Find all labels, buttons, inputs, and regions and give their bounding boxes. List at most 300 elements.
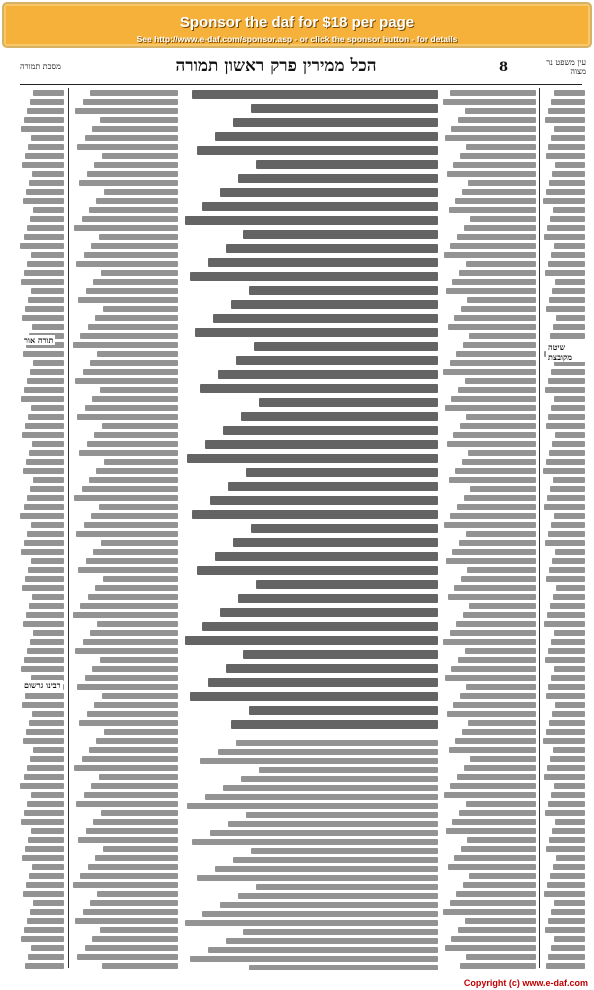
text-line: [213, 314, 438, 323]
text-line: [20, 783, 64, 789]
text-line: [547, 225, 585, 231]
text-line: [85, 135, 178, 141]
text-line: [547, 495, 585, 501]
text-line: [27, 801, 64, 807]
text-line: [200, 384, 438, 393]
text-line: [33, 207, 64, 213]
text-line: [24, 117, 64, 123]
text-line: [88, 594, 178, 600]
text-line: [554, 90, 586, 96]
text-line: [549, 450, 585, 456]
text-line: [468, 720, 536, 726]
text-line: [21, 819, 64, 825]
text-line: [205, 440, 438, 449]
text-line: [89, 207, 178, 213]
text-line: [249, 965, 438, 970]
text-line: [84, 792, 178, 798]
text-line: [23, 738, 64, 744]
text-line: [79, 720, 178, 726]
text-line: [443, 639, 536, 645]
text-line: [545, 540, 585, 546]
text-line: [447, 171, 536, 177]
text-line: [452, 279, 536, 285]
text-line: [223, 785, 438, 791]
text-line: [553, 477, 585, 483]
text-line: [29, 603, 64, 609]
text-line: [246, 468, 438, 477]
text-line: [455, 198, 536, 204]
text-line: [202, 622, 438, 631]
text-line: [26, 729, 64, 735]
text-line: [33, 630, 64, 636]
text-line: [97, 891, 178, 897]
text-line: [21, 549, 64, 555]
gemara-text: [182, 90, 438, 730]
text-line: [24, 810, 64, 816]
text-line: [546, 189, 585, 195]
text-line: [31, 288, 64, 294]
text-line: [208, 947, 438, 953]
text-line: [545, 117, 585, 123]
text-line: [450, 513, 536, 519]
text-line: [546, 306, 585, 312]
text-line: [23, 891, 64, 897]
gemara-lower-commentary: [182, 740, 438, 970]
text-line: [30, 369, 64, 375]
text-line: [92, 396, 178, 402]
sponsor-title[interactable]: Sponsor the daf for $18 per page: [179, 14, 415, 31]
text-line: [459, 810, 536, 816]
text-line: [78, 567, 178, 573]
text-line: [24, 387, 64, 393]
text-line: [83, 369, 178, 375]
text-line: [546, 423, 585, 429]
text-line: [463, 342, 536, 348]
text-line: [187, 803, 438, 809]
text-line: [77, 144, 178, 150]
text-line: [220, 902, 438, 908]
text-line: [463, 882, 536, 888]
text-line: [469, 333, 536, 339]
text-line: [546, 729, 585, 735]
text-line: [102, 963, 178, 969]
text-line: [459, 270, 536, 276]
text-line: [80, 333, 178, 339]
text-line: [445, 405, 536, 411]
text-line: [92, 936, 178, 942]
text-line: [236, 356, 438, 365]
text-line: [31, 945, 64, 951]
text-line: [20, 243, 64, 249]
text-line: [468, 450, 536, 456]
divider: [539, 88, 540, 968]
text-line: [553, 594, 585, 600]
text-line: [453, 702, 536, 708]
text-line: [466, 684, 536, 690]
text-line: [29, 180, 64, 186]
text-line: [223, 426, 438, 435]
text-line: [30, 639, 64, 645]
text-line: [544, 891, 585, 897]
text-line: [555, 279, 585, 285]
text-line: [104, 189, 178, 195]
rashi-column: [442, 90, 536, 970]
text-line: [21, 936, 64, 942]
text-line: [259, 767, 438, 773]
text-line: [76, 531, 178, 537]
text-line: [99, 504, 179, 510]
talmud-page: [6, 50, 588, 975]
text-line: [74, 495, 178, 501]
text-line: [554, 936, 585, 942]
text-line: [76, 261, 178, 267]
text-line: [458, 927, 536, 933]
text-line: [543, 198, 585, 204]
text-line: [551, 405, 585, 411]
text-line: [462, 189, 536, 195]
text-line: [22, 585, 64, 591]
text-line: [27, 918, 64, 924]
text-line: [553, 207, 585, 213]
text-line: [461, 576, 536, 582]
text-line: [452, 549, 536, 555]
text-line: [31, 558, 64, 564]
text-line: [23, 621, 64, 627]
text-line: [243, 929, 438, 935]
text-line: [95, 855, 178, 861]
text-line: [90, 90, 178, 96]
text-line: [251, 848, 438, 854]
text-line: [447, 441, 536, 447]
text-line: [73, 882, 178, 888]
text-line: [460, 963, 536, 969]
text-line: [85, 405, 178, 411]
text-line: [210, 830, 438, 836]
text-line: [243, 230, 438, 239]
text-line: [548, 801, 585, 807]
text-line: [31, 252, 64, 258]
text-line: [552, 171, 585, 177]
text-line: [241, 412, 438, 421]
page-number: 8: [499, 60, 509, 75]
text-line: [24, 504, 64, 510]
text-line: [455, 468, 536, 474]
text-line: [450, 630, 536, 636]
text-line: [28, 144, 64, 150]
text-line: [466, 261, 537, 267]
text-line: [31, 792, 64, 798]
text-line: [92, 666, 178, 672]
text-line: [550, 486, 585, 492]
text-line: [450, 243, 536, 249]
text-line: [451, 666, 536, 672]
text-line: [548, 261, 585, 267]
left-margin-notes: [20, 90, 64, 970]
text-line: [27, 495, 64, 501]
text-line: [102, 153, 178, 159]
text-line: [444, 252, 536, 258]
text-line: [551, 675, 585, 681]
text-line: [259, 398, 438, 407]
text-line: [96, 738, 178, 744]
text-line: [27, 765, 64, 771]
text-line: [543, 738, 585, 744]
sponsor-banner[interactable]: [2, 2, 592, 48]
text-line: [547, 765, 585, 771]
text-line: [200, 758, 438, 764]
text-line: [458, 117, 536, 123]
text-line: [238, 594, 438, 603]
text-line: [75, 648, 178, 654]
text-line: [87, 171, 178, 177]
text-line: [22, 855, 64, 861]
text-line: [100, 657, 178, 663]
text-line: [550, 333, 585, 339]
text-line: [546, 153, 585, 159]
text-line: [546, 576, 585, 582]
text-line: [445, 945, 536, 951]
text-line: [101, 270, 178, 276]
text-line: [466, 801, 537, 807]
text-line: [24, 657, 64, 663]
text-line: [556, 315, 585, 321]
text-line: [453, 432, 536, 438]
text-line: [26, 612, 64, 618]
text-line: [90, 360, 178, 366]
text-line: [23, 198, 64, 204]
text-line: [554, 513, 585, 519]
text-line: [78, 297, 178, 303]
text-line: [28, 837, 64, 843]
text-line: [445, 675, 536, 681]
text-line: [545, 810, 585, 816]
text-line: [185, 216, 438, 225]
text-line: [226, 664, 438, 673]
text-line: [551, 252, 585, 258]
text-line: [101, 540, 178, 546]
text-line: [552, 711, 585, 717]
text-line: [548, 918, 585, 924]
text-line: [554, 666, 585, 672]
text-line: [463, 612, 536, 618]
text-line: [231, 720, 438, 729]
text-line: [470, 756, 536, 762]
text-line: [550, 603, 585, 609]
text-line: [465, 918, 536, 924]
text-line: [97, 351, 178, 357]
text-line: [185, 636, 438, 645]
text-line: [33, 900, 64, 906]
text-line: [78, 837, 178, 843]
text-line: [73, 612, 178, 618]
text-line: [30, 486, 64, 492]
text-line: [551, 522, 585, 528]
text-line: [218, 370, 438, 379]
text-line: [460, 423, 536, 429]
text-line: [25, 423, 64, 429]
text-line: [451, 126, 536, 132]
text-line: [195, 328, 438, 337]
text-line: [447, 711, 536, 717]
text-line: [218, 749, 438, 755]
text-line: [243, 650, 438, 659]
text-line: [444, 792, 536, 798]
text-line: [197, 875, 438, 881]
text-line: [233, 538, 438, 547]
text-line: [77, 684, 178, 690]
text-line: [27, 108, 64, 114]
text-line: [75, 918, 178, 924]
text-line: [547, 882, 585, 888]
mesorah-heading: תורה אור: [24, 335, 54, 345]
text-line: [256, 884, 438, 890]
text-line: [548, 108, 585, 114]
text-line: [545, 657, 585, 663]
text-line: [553, 747, 585, 753]
text-line: [236, 740, 438, 746]
text-line: [549, 297, 585, 303]
sponsor-subtitle[interactable]: See http://www.e-daf.com/sponsor.asp - or click the sponsor button - for details: [136, 34, 458, 44]
text-line: [459, 540, 536, 546]
text-line: [97, 621, 178, 627]
text-line: [448, 864, 536, 870]
text-line: [548, 144, 585, 150]
text-line: [103, 576, 178, 582]
text-line: [33, 90, 64, 96]
text-line: [30, 909, 64, 915]
tosafot-column: [72, 90, 178, 970]
text-line: [462, 729, 536, 735]
text-line: [465, 648, 536, 654]
text-line: [82, 486, 178, 492]
right-margin-notes: [543, 90, 585, 970]
text-line: [549, 837, 585, 843]
text-line: [28, 954, 64, 960]
text-line: [22, 432, 64, 438]
text-line: [28, 414, 64, 420]
text-line: [552, 558, 585, 564]
text-line: [554, 243, 585, 249]
text-line: [83, 909, 178, 915]
text-line: [555, 432, 585, 438]
text-line: [102, 693, 178, 699]
text-line: [450, 360, 536, 366]
text-line: [33, 477, 64, 483]
text-line: [466, 531, 537, 537]
text-line: [556, 585, 585, 591]
copyright-text: Copyright (c) www.e-daf.com: [463, 978, 588, 988]
chapter-header: הכל ממירין פרק ראשון תמורה: [175, 56, 377, 76]
text-line: [466, 954, 536, 960]
text-line: [192, 90, 438, 99]
text-line: [461, 846, 536, 852]
text-line: [30, 756, 64, 762]
text-line: [32, 594, 64, 600]
text-line: [458, 387, 536, 393]
text-line: [192, 839, 438, 845]
text-line: [544, 234, 585, 240]
text-line: [548, 378, 585, 384]
text-line: [95, 315, 178, 321]
text-line: [233, 118, 438, 127]
text-line: [549, 720, 585, 726]
text-line: [103, 846, 178, 852]
text-line: [448, 594, 536, 600]
text-line: [546, 846, 585, 852]
text-line: [99, 234, 179, 240]
text-line: [25, 576, 64, 582]
text-line: [548, 648, 585, 654]
text-line: [228, 482, 438, 491]
text-line: [94, 702, 178, 708]
text-line: [468, 180, 536, 186]
text-line: [80, 603, 178, 609]
text-line: [192, 510, 438, 519]
text-line: [456, 621, 536, 627]
text-line: [103, 306, 178, 312]
text-line: [29, 720, 64, 726]
text-line: [454, 585, 536, 591]
text-line: [95, 585, 178, 591]
text-line: [89, 747, 178, 753]
text-line: [246, 812, 438, 818]
text-line: [451, 396, 536, 402]
text-line: [443, 99, 536, 105]
text-line: [549, 180, 585, 186]
text-line: [190, 692, 438, 701]
text-line: [31, 405, 64, 411]
text-line: [254, 342, 438, 351]
text-line: [24, 927, 64, 933]
text-line: [548, 414, 585, 420]
text-line: [546, 459, 585, 465]
text-line: [554, 396, 585, 402]
text-line: [100, 387, 178, 393]
text-line: [226, 938, 438, 944]
text-line: [231, 300, 438, 309]
text-line: [461, 306, 536, 312]
text-line: [466, 414, 536, 420]
text-line: [88, 324, 178, 330]
text-line: [77, 414, 178, 420]
text-line: [208, 678, 438, 687]
text-line: [21, 396, 64, 402]
text-line: [102, 423, 178, 429]
text-line: [550, 216, 585, 222]
text-line: [450, 90, 536, 96]
text-line: [89, 477, 178, 483]
text-line: [33, 747, 64, 753]
text-line: [86, 558, 178, 564]
text-line: [451, 936, 536, 942]
text-line: [25, 306, 64, 312]
text-line: [545, 387, 585, 393]
text-line: [28, 297, 64, 303]
text-line: [555, 702, 585, 708]
text-line: [25, 693, 64, 699]
text-line: [555, 819, 585, 825]
text-line: [465, 108, 536, 114]
text-line: [82, 756, 178, 762]
text-line: [29, 873, 64, 879]
text-line: [92, 126, 178, 132]
text-line: [467, 837, 536, 843]
text-line: [76, 801, 178, 807]
text-line: [467, 297, 536, 303]
text-line: [87, 711, 178, 717]
text-line: [21, 666, 64, 672]
text-line: [464, 495, 536, 501]
